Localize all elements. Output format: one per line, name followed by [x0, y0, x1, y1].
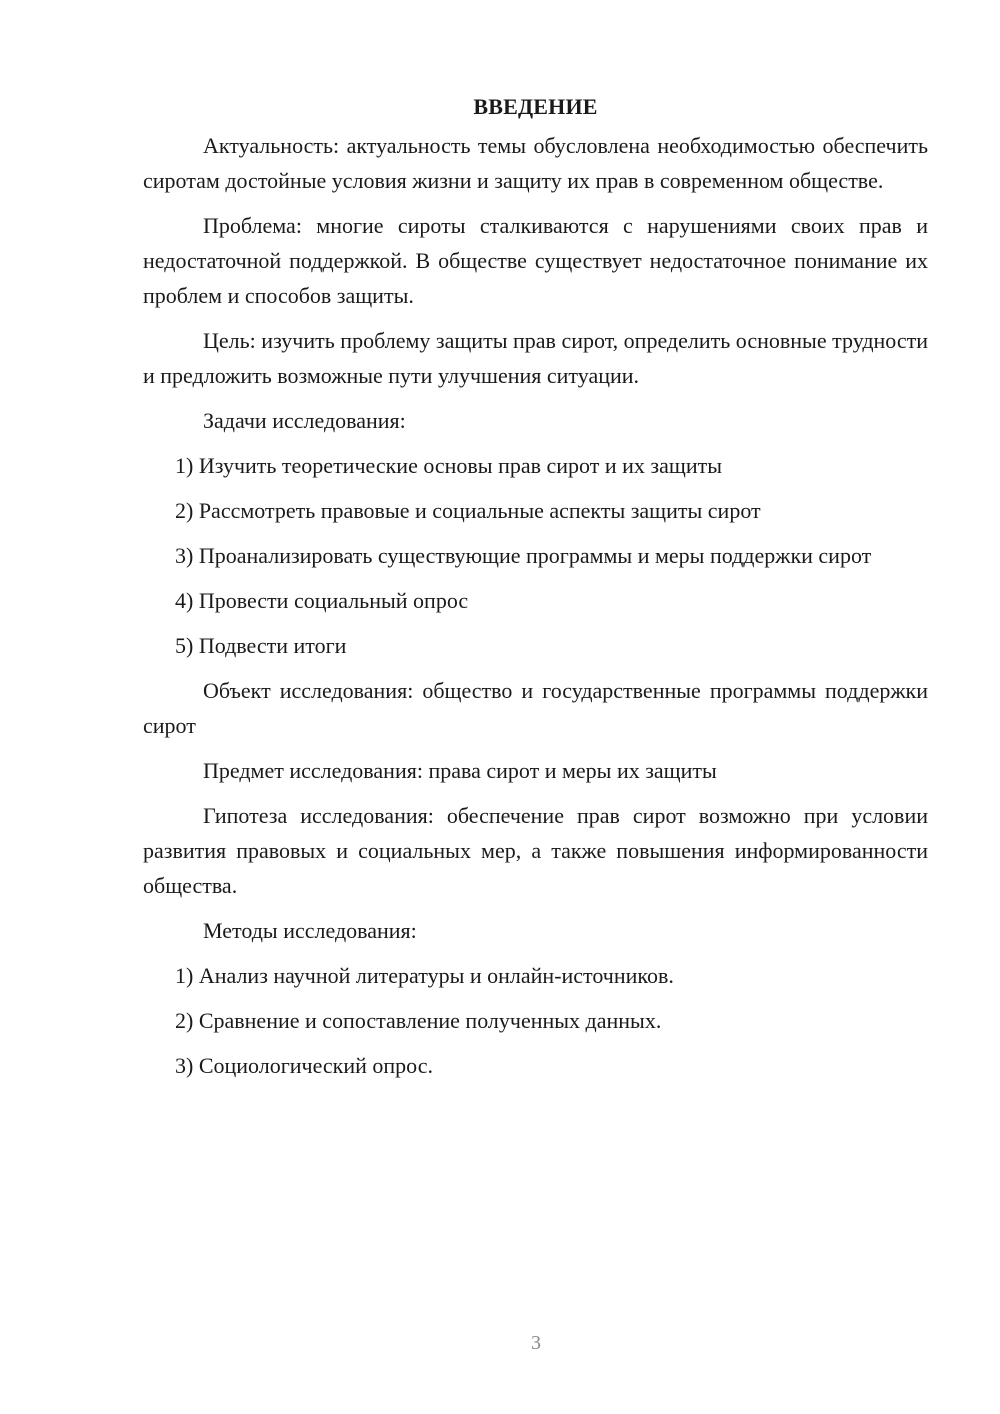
- tasks-title: Задачи исследования:: [203, 408, 406, 433]
- goal-paragraph: Цель: изучить проблему защиты прав сирот, определить основные трудности и предложить возможные пути улучшения ситуации.: [143, 328, 928, 388]
- subject-paragraph: Предмет исследования: права сирот и меры их защиты: [203, 758, 717, 783]
- problem-paragraph: Проблема: многие сироты сталкиваются с нарушениями своих прав и недостаточной поддержкой. В обществе существует недостаточное понимание их проблем и способов защиты.: [143, 213, 928, 308]
- object-paragraph: Объект исследования: общество и государственные программы поддержки сирот: [143, 678, 928, 738]
- section-heading: ВВЕДЕНИЕ: [473, 94, 598, 119]
- relevance-paragraph: Актуальность: актуальность темы обусловлена необходимостью обеспечить сиротам достойные условия жизни и защиту их прав в современном обществе.: [143, 133, 928, 193]
- method-item-1: 1) Анализ научной литературы и онлайн-источников.: [175, 963, 674, 988]
- task-item-3: 3) Проанализировать существующие программы и меры поддержки сирот: [175, 543, 872, 568]
- task-item-1: 1) Изучить теоретические основы прав сирот и их защиты: [175, 453, 722, 478]
- task-item-2: 2) Рассмотреть правовые и социальные аспекты защиты сирот: [175, 498, 761, 523]
- method-item-2: 2) Сравнение и сопоставление полученных данных.: [175, 1008, 662, 1033]
- task-item-4: 4) Провести социальный опрос: [175, 588, 469, 613]
- hypothesis-paragraph: Гипотеза исследования: обеспечение прав сирот возможно при условии развития правовых и социальных мер, а также повышения информированности общества.: [143, 803, 928, 898]
- methods-title: Методы исследования:: [203, 918, 417, 943]
- task-item-5: 5) Подвести итоги: [175, 633, 347, 658]
- document-page: [143, 90, 928, 1093]
- method-item-3: 3) Социологический опрос.: [175, 1053, 433, 1078]
- page-number: 3: [531, 1332, 541, 1354]
